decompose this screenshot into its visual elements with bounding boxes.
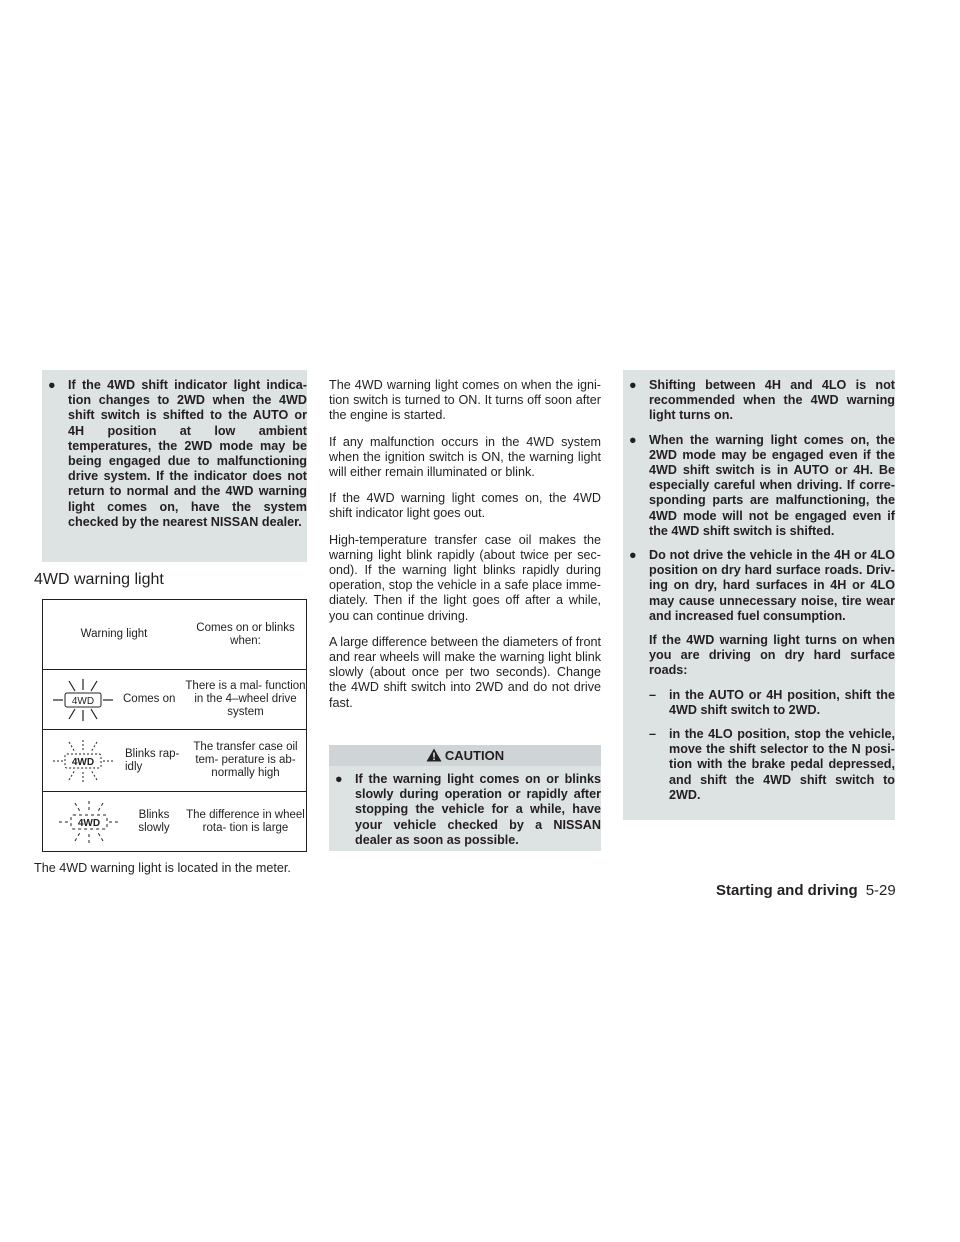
column-1-top-warning: [42, 378, 307, 530]
paragraph-4: High-temperature transfer case oil makes the warning light blink rapidly (about twice per sec- ond). If the warning light blinks rapidly during operation, stop the vehicle in a safe place imme- diately. Then if the light goes off after a while, you can continue driving.: [329, 532, 601, 623]
section-title: 4WD warning light: [34, 571, 164, 588]
paragraph-1: The 4WD warning light comes on when the igni- tion switch is turned to ON. It turns off soon after the engine is started.: [329, 378, 601, 423]
sub-item: – in the AUTO or 4H position, shift the 4WD shift switch to 2WD.: [649, 687, 895, 717]
state-text: Blinks slowly: [138, 808, 170, 834]
page-number: 5-29: [865, 882, 896, 899]
warning-bullet: ● Shifting between 4H and 4LO is not recommended when the 4WD warning light turns on.: [629, 378, 895, 423]
dash-icon: –: [649, 727, 657, 742]
bullet-icon: ●: [335, 772, 343, 786]
caution-label: CAUTION: [444, 748, 505, 763]
svg-text:4WD: 4WD: [71, 756, 95, 768]
warning-bullet: ● When the warning light comes on, the 2WD mode may be engaged even if the 4WD shift switch is in AUTO or 4H. Be especially careful when driving. If corre- sponding parts are malfunctioning, the 4WD mode will not be engaged even if the 4WD shift switch is shifted.: [629, 432, 895, 538]
location-text: The 4WD warning light is located in the meter.: [34, 861, 291, 875]
paragraph-3: If the 4WD warning light comes on, the 4WD shift indicator light goes out.: [329, 491, 601, 521]
column-3: [623, 378, 895, 803]
bullet-icon: ●: [629, 548, 637, 563]
warning-continuation: If the 4WD warning light turns on when you are driving on dry hard surface roads:: [649, 633, 895, 678]
caution-content: [329, 772, 601, 848]
header-warning-light: Warning light: [80, 628, 148, 640]
column-2: [329, 378, 601, 711]
bullet-icon: ●: [629, 378, 637, 392]
footer-section: Starting and driving: [716, 882, 858, 899]
page-footer: [716, 882, 896, 899]
dash-icon: –: [649, 687, 657, 702]
warning-triangle-icon: [426, 748, 442, 762]
meaning-text: The difference in wheel rota- tion is large: [185, 792, 307, 852]
meaning-text: The transfer case oil tem- perature is ab- normally high: [185, 730, 307, 792]
state-text: Comes on: [123, 693, 176, 705]
sub-item: – in the 4LO position, stop the vehicle, move the shift selector to the N posi- tion with the brake pedal depressed, and shift the 4WD shift switch to 2WD.: [649, 727, 895, 802]
meaning-text: There is a mal- function in the 4–wheel drive system: [185, 670, 307, 730]
warning-bullet: ● Do not drive the vehicle in the 4H or 4LO position on dry hard surface roads. Driv- ing on dry, hard surfaces in 4H or 4LO may cause unnecessary noise, tire wear and increased fuel consumption.: [629, 548, 895, 623]
table-row: [43, 792, 307, 852]
4wd-steady-icon: [51, 675, 115, 725]
svg-text:4WD: 4WD: [77, 817, 101, 829]
svg-text:4WD: 4WD: [71, 695, 95, 707]
bullet-icon: ●: [48, 378, 56, 392]
state-text: Blinks rap- idly: [125, 747, 180, 773]
caution-header: [329, 745, 601, 766]
header-comes-on: Comes on or blinks when:: [196, 621, 295, 647]
bullet-icon: ●: [629, 432, 637, 447]
table-row: [43, 730, 307, 792]
table-header-row: [43, 600, 307, 670]
paragraph-2: If any malfunction occurs in the 4WD system when the ignition switch is ON, the warning light will either remain illuminated or blink.: [329, 434, 601, 480]
4wd-blink-rapid-icon: [51, 736, 115, 786]
caution-bullet: ● If the warning light comes on or blinks slowly during operation or rapidly after stopping the vehicle for a while, have your vehicle checked by a NISSAN dealer as soon as possible.: [335, 772, 601, 847]
4wd-blink-slow-icon: [57, 797, 121, 847]
warning-bullet: ● If the 4WD shift indicator light indica- tion changes to 2WD when the 4WD shift switch is shifted to the AUTO or 4H position at low ambient temperatures, the 2WD mode may be being engaged due to malfunctioning drive system. If the indicator does not return to normal and the 4WD warning light comes on, have the system checked by the nearest NISSAN dealer.: [48, 378, 307, 529]
warning-light-table: [42, 599, 307, 852]
table-row: [43, 670, 307, 730]
paragraph-5: A large difference between the diameters of front and rear wheels will make the warning light blink slowly (about once per two seconds). Change the 4WD shift switch into 2WD and do not drive fast.: [329, 634, 601, 710]
